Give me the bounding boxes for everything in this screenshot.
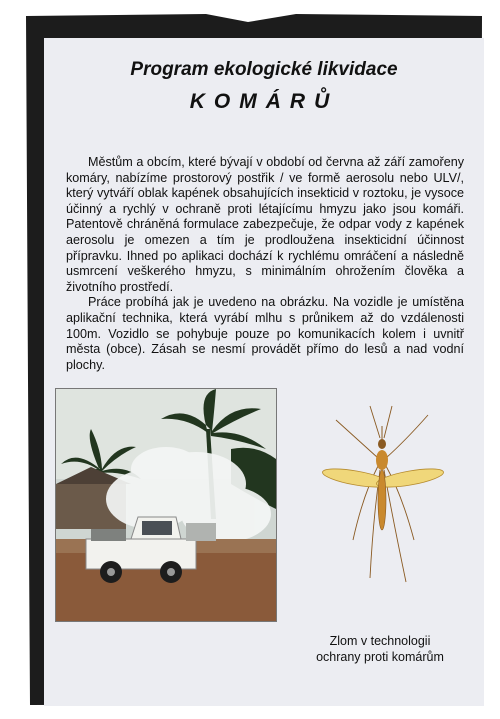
paragraph-1: Městům a obcím, které bývají v období od června až září zamořeny komáry, nabízíme prostorový postřik / ve formě aerosolu nebo ULV/, který vytváří oblak kapének obsahujících insekticid v roztoku, je vysoce účinný a rychlý v ochraně proti létajícímu hmyzu jako jsou komáři. Patentově chráněná formulace zabezpečuje, že odpar vody z kapének aerosolu je omezen a tím je prodloužena insekticidní účinnost přípravku. Ihned po aplikaci dochází k rychlému omráčení a následně usmrcení veškerého hmyzu, s minimálním ohrožením člověka a životního prostředí. bbox=[66, 155, 464, 294]
paragraph-2: Práce probíhá jak je uvedeno na obrázku. Na vozidle je umístěna aplikační technika, která vyrábí mlhu s průnikem až do vzdálenosti 100m. Vozidlo se pohybuje pouze po komunikacích kolem i uvnitř města (obce). Zásah se nesmí provádět přímo do lesů a nad vodní plochy. bbox=[66, 295, 464, 372]
page-subtitle: KOMÁRŮ bbox=[189, 90, 339, 113]
fogging-truck-photo bbox=[55, 388, 277, 622]
image-caption bbox=[300, 633, 460, 665]
page-title: Program ekologické likvidace bbox=[130, 59, 398, 80]
mosquito-illustration bbox=[318, 400, 448, 590]
caption-line-1: Zlom v technologii bbox=[329, 634, 431, 648]
body-text bbox=[66, 155, 464, 373]
caption-line-2: ochrany proti komárům bbox=[316, 650, 444, 664]
